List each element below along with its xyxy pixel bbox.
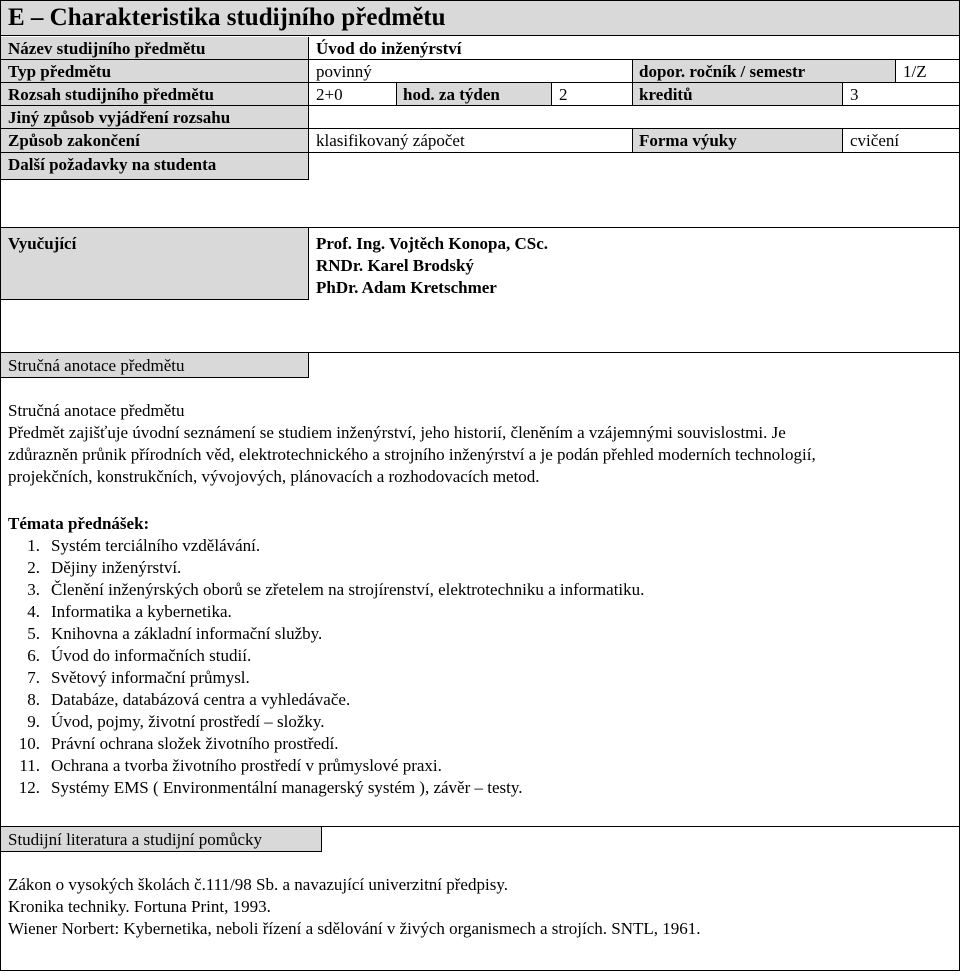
vyucujici-name-1: Prof. Ing. Vojtěch Konopa, CSc. — [316, 234, 549, 253]
topic-text: Dějiny inženýrství. — [51, 558, 182, 577]
topic-item — [8, 623, 948, 645]
topics-list — [8, 535, 948, 799]
rozsah-value: 2+0 — [316, 85, 343, 104]
topic-text: Ochrana a tvorba životního prostředí v průmyslové praxi. — [51, 756, 442, 775]
literatura-item-3: Wiener Norbert: Kybernetika, neboli řízení a sdělování v živých organismech a strojích. SNTL, 1961. — [8, 919, 701, 938]
dopor-label: dopor. ročník / semestr — [639, 62, 806, 81]
typ-label: Typ předmětu — [8, 62, 112, 81]
kredity-label: kreditů — [639, 85, 693, 104]
topic-number: 12. — [18, 778, 40, 797]
topic-number: 9. — [27, 712, 40, 731]
topic-text: Úvod, pojmy, životní prostředí – složky. — [51, 712, 325, 731]
forma-label: Forma výuky — [639, 131, 737, 150]
topic-item — [8, 579, 948, 601]
topic-text: Úvod do informačních studií. — [51, 646, 252, 665]
vyucujici-name-2: RNDr. Karel Brodský — [316, 256, 474, 275]
zakonceni-label: Způsob zakončení — [8, 131, 140, 150]
literatura-item-2: Kronika techniky. Fortuna Print, 1993. — [8, 897, 271, 916]
nazev-value: Úvod do inženýrství — [316, 39, 462, 58]
topic-text: Knihovna a základní informační služby. — [51, 624, 323, 643]
topic-number: 11. — [19, 756, 40, 775]
dopor-value: 1/Z — [903, 62, 927, 81]
literatura-header-label: Studijní literatura a studijní pomůcky — [8, 830, 263, 849]
topic-number: 5. — [27, 624, 40, 643]
topic-text: Informatika a kybernetika. — [51, 602, 232, 621]
topic-text: Právní ochrana složek životního prostředí. — [51, 734, 339, 753]
zakonceni-value: klasifikovaný zápočet — [316, 131, 465, 150]
anotace-line-3: projekčních, konstrukčních, vývojových, plánovacích a rozhodovacích metod. — [8, 467, 540, 486]
hod-label: hod. za týden — [403, 85, 500, 104]
topic-number: 4. — [27, 602, 40, 621]
topic-item — [8, 689, 948, 711]
topic-item — [8, 667, 948, 689]
topic-number: 8. — [27, 690, 40, 709]
hod-value: 2 — [559, 85, 568, 104]
topic-number: 2. — [27, 558, 40, 577]
topic-item — [8, 777, 948, 799]
topics-heading: Témata přednášek: — [8, 514, 150, 533]
topic-item — [8, 711, 948, 733]
topic-item — [8, 645, 948, 667]
page-title: E – Charakteristika studijního předmětu — [8, 4, 446, 31]
literatura-item-1: Zákon o vysokých školách č.111/98 Sb. a navazující univerzitní předpisy. — [8, 875, 508, 894]
jiny-label: Jiný způsob vyjádření rozsahu — [8, 108, 231, 127]
topic-item — [8, 755, 948, 777]
dalsi-label: Další požadavky na studenta — [8, 155, 217, 174]
typ-value: povinný — [316, 62, 372, 81]
topic-item — [8, 601, 948, 623]
vyucujici-label: Vyučující — [8, 234, 77, 253]
topic-number: 7. — [27, 668, 40, 687]
topic-text: Databáze, databázová centra a vyhledávače. — [51, 690, 351, 709]
topic-text: Systém terciálního vzdělávání. — [51, 536, 261, 555]
forma-value: cvičení — [850, 131, 900, 150]
topic-item — [8, 733, 948, 755]
topic-text: Světový informační průmysl. — [51, 668, 250, 687]
kredity-value: 3 — [850, 85, 859, 104]
topic-item — [8, 535, 948, 557]
vyucujici-name-3: PhDr. Adam Kretschmer — [316, 278, 497, 297]
topic-text: Členění inženýrských oborů se zřetelem na strojírenství, elektrotechniku a informatiku. — [51, 580, 645, 599]
anotace-header-label: Stručná anotace předmětu — [8, 356, 185, 375]
topic-number: 1. — [27, 536, 40, 555]
topic-number: 10. — [18, 734, 40, 753]
rozsah-label: Rozsah studijního předmětu — [8, 85, 214, 104]
anotace-line-2: zdůrazněn průnik přírodních věd, elektrotechnického a strojního inženýrství a je podán přehled moderních technologií, — [8, 445, 816, 464]
anotace-heading: Stručná anotace předmětu — [8, 401, 185, 420]
topic-item — [8, 557, 948, 579]
topic-number: 3. — [27, 580, 40, 599]
anotace-line-1: Předmět zajišťuje úvodní seznámení se studiem inženýrství, jeho historií, členěním a vzájemnými souvislostmi. Je — [8, 423, 786, 442]
nazev-label: Název studijního předmětu — [8, 39, 206, 58]
topic-text: Systémy EMS ( Environmentální managerský systém ), závěr – testy. — [51, 778, 523, 797]
topic-number: 6. — [27, 646, 40, 665]
